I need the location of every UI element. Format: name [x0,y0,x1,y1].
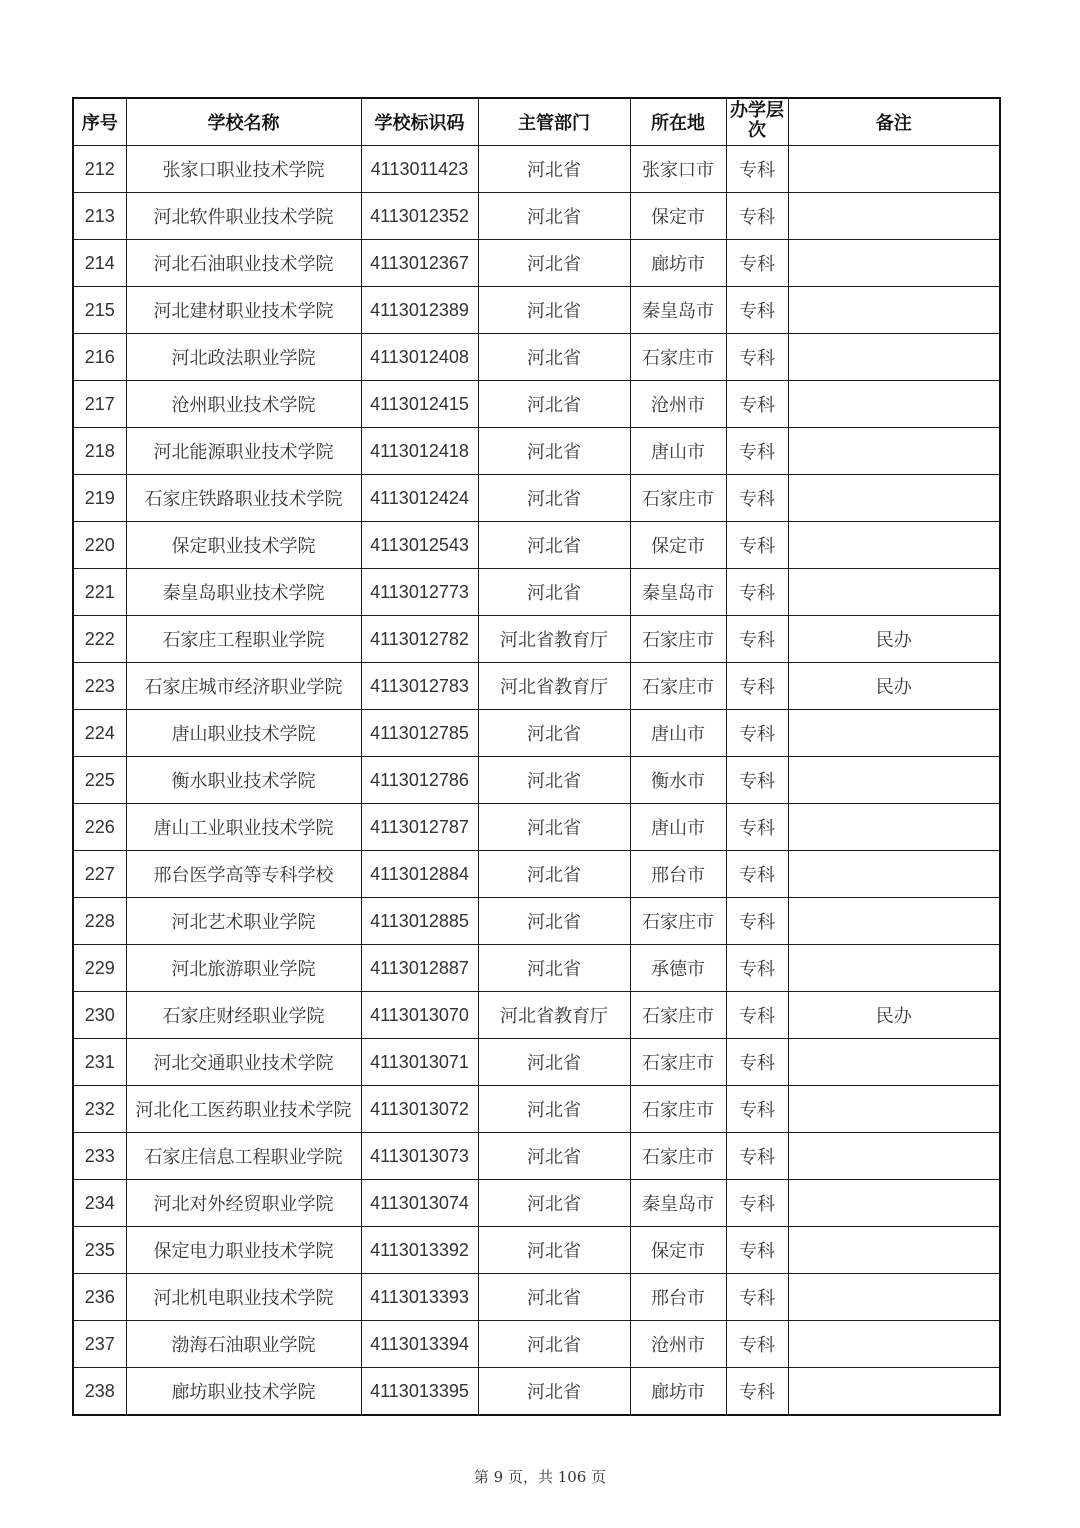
table-row [73,1321,1000,1368]
header-school-code: 学校标识码 [361,98,478,146]
table-row [73,1133,1000,1180]
cell-school-code: 4113012884 [361,851,478,898]
cell-department: 河北省教育厅 [478,616,630,663]
cell-index: 216 [73,334,126,381]
table-row [73,381,1000,428]
cell-school-name: 张家口职业技术学院 [126,146,361,193]
cell-school-code: 4113013070 [361,992,478,1039]
cell-note [788,1274,1000,1321]
cell-location: 唐山市 [630,710,726,757]
cell-department: 河北省 [478,193,630,240]
cell-location: 石家庄市 [630,992,726,1039]
cell-department: 河北省教育厅 [478,663,630,710]
cell-level: 专科 [726,146,788,193]
cell-location: 秦皇岛市 [630,569,726,616]
header-department: 主管部门 [478,98,630,146]
cell-location: 衡水市 [630,757,726,804]
header-school-name: 学校名称 [126,98,361,146]
table-row [73,428,1000,475]
cell-index: 224 [73,710,126,757]
cell-index: 226 [73,804,126,851]
cell-department: 河北省 [478,757,630,804]
cell-note: 民办 [788,663,1000,710]
table-row [73,898,1000,945]
table-row [73,1227,1000,1274]
table-row [73,1039,1000,1086]
cell-note [788,1086,1000,1133]
cell-school-code: 4113012782 [361,616,478,663]
cell-location: 石家庄市 [630,1086,726,1133]
cell-department: 河北省 [478,1274,630,1321]
cell-index: 225 [73,757,126,804]
cell-school-name: 河北艺术职业学院 [126,898,361,945]
cell-department: 河北省 [478,1086,630,1133]
cell-note [788,240,1000,287]
cell-note [788,1227,1000,1274]
cell-department: 河北省 [478,381,630,428]
cell-location: 张家口市 [630,146,726,193]
cell-level: 专科 [726,428,788,475]
cell-location: 石家庄市 [630,663,726,710]
cell-school-name: 廊坊职业技术学院 [126,1368,361,1416]
cell-index: 223 [73,663,126,710]
cell-school-name: 河北建材职业技术学院 [126,287,361,334]
cell-school-code: 4113013073 [361,1133,478,1180]
cell-note [788,757,1000,804]
header-level: 办学层次 [726,98,788,146]
cell-level: 专科 [726,569,788,616]
cell-school-name: 河北交通职业技术学院 [126,1039,361,1086]
cell-school-code: 4113013393 [361,1274,478,1321]
cell-school-code: 4113012424 [361,475,478,522]
cell-note [788,193,1000,240]
cell-school-name: 石家庄城市经济职业学院 [126,663,361,710]
cell-location: 石家庄市 [630,1133,726,1180]
table-row [73,663,1000,710]
cell-index: 232 [73,1086,126,1133]
cell-school-code: 4113012543 [361,522,478,569]
cell-school-code: 4113012773 [361,569,478,616]
cell-index: 219 [73,475,126,522]
cell-school-code: 4113011423 [361,146,478,193]
cell-note [788,1039,1000,1086]
cell-school-name: 河北旅游职业学院 [126,945,361,992]
cell-level: 专科 [726,804,788,851]
table-row [73,710,1000,757]
cell-department: 河北省 [478,1368,630,1416]
cell-school-name: 渤海石油职业学院 [126,1321,361,1368]
cell-level: 专科 [726,616,788,663]
cell-location: 秦皇岛市 [630,287,726,334]
table-row [73,334,1000,381]
cell-level: 专科 [726,945,788,992]
cell-school-code: 4113012783 [361,663,478,710]
cell-department: 河北省教育厅 [478,992,630,1039]
cell-location: 保定市 [630,193,726,240]
cell-department: 河北省 [478,1180,630,1227]
cell-note: 民办 [788,992,1000,1039]
cell-index: 236 [73,1274,126,1321]
cell-location: 沧州市 [630,381,726,428]
cell-note [788,804,1000,851]
cell-department: 河北省 [478,146,630,193]
cell-school-code: 4113013392 [361,1227,478,1274]
cell-index: 220 [73,522,126,569]
table-row [73,569,1000,616]
cell-school-name: 保定电力职业技术学院 [126,1227,361,1274]
header-location: 所在地 [630,98,726,146]
cell-school-name: 河北政法职业学院 [126,334,361,381]
cell-index: 222 [73,616,126,663]
cell-note [788,334,1000,381]
table-row [73,945,1000,992]
cell-department: 河北省 [478,851,630,898]
cell-level: 专科 [726,522,788,569]
cell-school-name: 河北能源职业技术学院 [126,428,361,475]
cell-school-code: 4113012415 [361,381,478,428]
cell-location: 石家庄市 [630,616,726,663]
cell-note [788,1368,1000,1416]
cell-department: 河北省 [478,804,630,851]
cell-school-code: 4113013394 [361,1321,478,1368]
cell-level: 专科 [726,757,788,804]
cell-note [788,1180,1000,1227]
table-row [73,616,1000,663]
cell-level: 专科 [726,710,788,757]
cell-level: 专科 [726,992,788,1039]
cell-index: 221 [73,569,126,616]
cell-department: 河北省 [478,475,630,522]
cell-school-name: 秦皇岛职业技术学院 [126,569,361,616]
cell-school-name: 唐山工业职业技术学院 [126,804,361,851]
cell-school-code: 4113013072 [361,1086,478,1133]
cell-location: 唐山市 [630,428,726,475]
cell-location: 承德市 [630,945,726,992]
table-row [73,522,1000,569]
cell-school-name: 衡水职业技术学院 [126,757,361,804]
cell-location: 邢台市 [630,1274,726,1321]
cell-note [788,1133,1000,1180]
cell-note: 民办 [788,616,1000,663]
cell-level: 专科 [726,898,788,945]
cell-school-code: 4113012885 [361,898,478,945]
table-row [73,851,1000,898]
cell-note [788,569,1000,616]
cell-school-name: 沧州职业技术学院 [126,381,361,428]
cell-level: 专科 [726,1086,788,1133]
cell-location: 邢台市 [630,851,726,898]
cell-department: 河北省 [478,1133,630,1180]
table-row [73,804,1000,851]
cell-school-code: 4113013071 [361,1039,478,1086]
school-list-table [72,97,1001,1416]
cell-level: 专科 [726,1180,788,1227]
cell-note [788,381,1000,428]
cell-department: 河北省 [478,240,630,287]
cell-level: 专科 [726,287,788,334]
cell-index: 233 [73,1133,126,1180]
header-index: 序号 [73,98,126,146]
cell-level: 专科 [726,240,788,287]
cell-location: 石家庄市 [630,1039,726,1086]
cell-level: 专科 [726,1039,788,1086]
cell-index: 235 [73,1227,126,1274]
cell-location: 秦皇岛市 [630,1180,726,1227]
cell-location: 保定市 [630,1227,726,1274]
cell-school-name: 唐山职业技术学院 [126,710,361,757]
cell-school-name: 河北石油职业技术学院 [126,240,361,287]
cell-index: 214 [73,240,126,287]
cell-level: 专科 [726,1321,788,1368]
cell-location: 廊坊市 [630,1368,726,1416]
cell-level: 专科 [726,663,788,710]
cell-location: 廊坊市 [630,240,726,287]
cell-school-name: 石家庄财经职业学院 [126,992,361,1039]
cell-index: 231 [73,1039,126,1086]
cell-note [788,1321,1000,1368]
cell-school-name: 河北对外经贸职业学院 [126,1180,361,1227]
cell-school-name: 河北软件职业技术学院 [126,193,361,240]
cell-index: 229 [73,945,126,992]
cell-level: 专科 [726,1368,788,1416]
cell-school-code: 4113012887 [361,945,478,992]
cell-level: 专科 [726,1133,788,1180]
cell-location: 石家庄市 [630,475,726,522]
page-number: 第 9 页，共 106 页 [473,1468,607,1486]
cell-location: 唐山市 [630,804,726,851]
cell-location: 保定市 [630,522,726,569]
table-row [73,1368,1000,1416]
cell-department: 河北省 [478,287,630,334]
cell-department: 河北省 [478,1227,630,1274]
table-row [73,475,1000,522]
table-row [73,146,1000,193]
cell-department: 河北省 [478,898,630,945]
cell-school-code: 4113012389 [361,287,478,334]
cell-note [788,428,1000,475]
cell-school-code: 4113012352 [361,193,478,240]
cell-school-name: 石家庄信息工程职业学院 [126,1133,361,1180]
cell-index: 218 [73,428,126,475]
cell-school-name: 河北化工医药职业技术学院 [126,1086,361,1133]
cell-school-name: 河北机电职业技术学院 [126,1274,361,1321]
cell-department: 河北省 [478,428,630,475]
cell-level: 专科 [726,334,788,381]
cell-level: 专科 [726,193,788,240]
cell-level: 专科 [726,381,788,428]
cell-level: 专科 [726,851,788,898]
cell-index: 217 [73,381,126,428]
cell-level: 专科 [726,1227,788,1274]
cell-department: 河北省 [478,334,630,381]
cell-school-code: 4113012785 [361,710,478,757]
cell-note [788,851,1000,898]
table-row [73,287,1000,334]
table-row [73,240,1000,287]
cell-school-code: 4113013395 [361,1368,478,1416]
table-row [73,992,1000,1039]
cell-department: 河北省 [478,1321,630,1368]
cell-school-code: 4113012367 [361,240,478,287]
cell-index: 215 [73,287,126,334]
cell-school-code: 4113013074 [361,1180,478,1227]
cell-index: 213 [73,193,126,240]
cell-school-name: 保定职业技术学院 [126,522,361,569]
cell-school-code: 4113012786 [361,757,478,804]
cell-department: 河北省 [478,1039,630,1086]
cell-note [788,287,1000,334]
cell-school-code: 4113012418 [361,428,478,475]
cell-index: 237 [73,1321,126,1368]
cell-department: 河北省 [478,522,630,569]
cell-level: 专科 [726,475,788,522]
cell-department: 河北省 [478,710,630,757]
cell-note [788,522,1000,569]
cell-school-code: 4113012787 [361,804,478,851]
cell-school-name: 石家庄铁路职业技术学院 [126,475,361,522]
cell-note [788,475,1000,522]
table-row [73,757,1000,804]
cell-location: 沧州市 [630,1321,726,1368]
table-row [73,1086,1000,1133]
cell-location: 石家庄市 [630,334,726,381]
cell-index: 228 [73,898,126,945]
cell-department: 河北省 [478,569,630,616]
header-note: 备注 [788,98,1000,146]
cell-level: 专科 [726,1274,788,1321]
cell-index: 212 [73,146,126,193]
cell-index: 234 [73,1180,126,1227]
table-row [73,193,1000,240]
cell-school-name: 石家庄工程职业学院 [126,616,361,663]
cell-school-name: 邢台医学高等专科学校 [126,851,361,898]
cell-note [788,898,1000,945]
table-row [73,1180,1000,1227]
table-header-row [73,98,1000,146]
cell-index: 227 [73,851,126,898]
cell-note [788,710,1000,757]
cell-school-code: 4113012408 [361,334,478,381]
cell-index: 230 [73,992,126,1039]
cell-index: 238 [73,1368,126,1416]
table-row [73,1274,1000,1321]
cell-note [788,146,1000,193]
cell-location: 石家庄市 [630,898,726,945]
cell-note [788,945,1000,992]
cell-department: 河北省 [478,945,630,992]
